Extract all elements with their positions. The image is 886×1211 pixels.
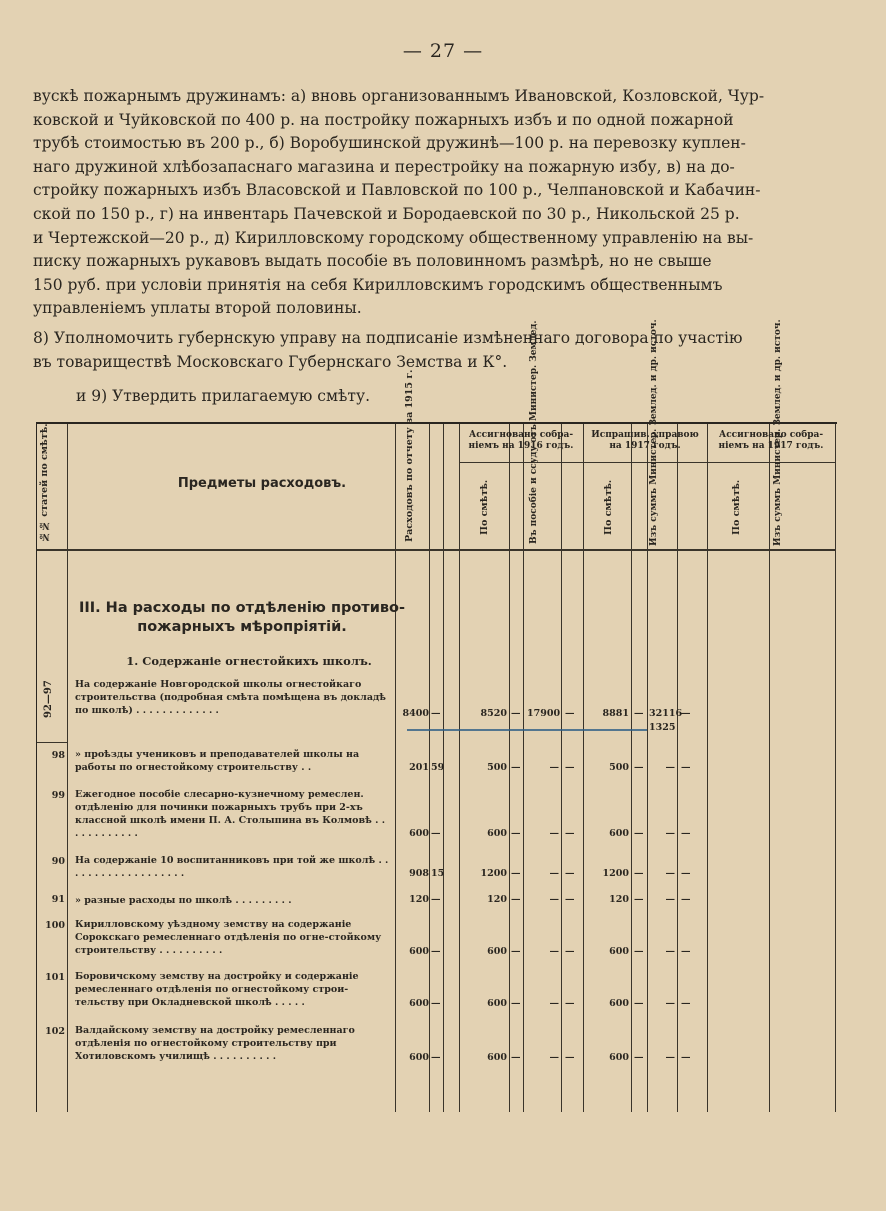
column-rule: [561, 424, 562, 1112]
value-1915: 8400: [402, 708, 429, 719]
kop-1917: —: [634, 894, 644, 905]
ministry-1917: —: [665, 868, 675, 879]
header-from-ministry: Изъ суммъ Министер. Землед. и др. источ.: [773, 319, 783, 546]
kop-1915: —: [431, 946, 441, 957]
subsidy-kop-1916: —: [565, 762, 575, 773]
value-1915: 908: [409, 868, 429, 879]
header-by-estimate: По смѣтѣ.: [603, 479, 614, 535]
value-1915: 600: [409, 828, 429, 839]
text-line: ковской и Чуйковской по 400 р. на постройку пожарныхъ избъ и по одной пожарной: [33, 110, 734, 129]
text-line: ской по 150 р., г) на инвентарь Пачевской и Бородаевской по 30 р., Никольской 25 р.: [33, 204, 740, 223]
value-1917: 120: [609, 894, 629, 905]
column-rule: [583, 424, 584, 1112]
column-rule: [459, 424, 460, 1112]
ministry-kop-1917: —: [681, 828, 691, 839]
ministry-1917: 32116: [649, 708, 683, 719]
kop-1916: —: [511, 708, 521, 719]
text-line: вускѣ пожарнымъ дружинамъ: а) вновь организованнымъ Ивановской, Козловской, Чур-: [33, 87, 765, 105]
ministry-1917: —: [665, 1052, 675, 1063]
value-1917: 600: [609, 946, 629, 957]
value-1917: 600: [609, 1052, 629, 1063]
value-1916: 600: [487, 828, 507, 839]
value-1916: 8520: [480, 708, 507, 719]
value-1915: 600: [409, 946, 429, 957]
row-number: 100: [45, 920, 65, 931]
kop-1916: —: [511, 998, 521, 1009]
kop-1917: —: [634, 708, 644, 719]
column-rule: [835, 424, 836, 1112]
subsidy-kop-1916: —: [565, 998, 575, 1009]
header-group-1916: Ассигновано собра-ніемъ на 1916 годъ.: [468, 430, 574, 451]
value-1917: 8881: [602, 708, 629, 719]
row-number: 98: [51, 750, 65, 761]
value-1917: 1200: [602, 868, 629, 879]
column-rule: [429, 424, 430, 1112]
kop-1916: —: [511, 762, 521, 773]
text-line: въ товариществѣ Московскаго Губернскаго Земства и К°.: [33, 352, 508, 371]
column-rule: [631, 424, 632, 1112]
ink-underline: [407, 729, 647, 731]
kop-1917: —: [634, 998, 644, 1009]
ministry-kop-1917: —: [681, 1052, 691, 1063]
row-number: 99: [51, 790, 65, 801]
header-ministry-subsidy: Въ пособіе и ссуду отъ Министер. Землед.: [529, 320, 539, 544]
kop-1917: —: [634, 946, 644, 957]
text-line: и 9) Утвердить прилагаемую смѣту.: [76, 387, 371, 405]
kop-1917: —: [634, 868, 644, 879]
kop-1916: —: [511, 1052, 521, 1063]
header-by-estimate: По смѣтѣ.: [731, 479, 742, 535]
value-1916: 500: [487, 762, 507, 773]
row-description: » проѣзды учениковъ и преподавателей школы на работы по огнестойкому строительству . .: [75, 749, 360, 773]
header-from-ministry: Изъ суммъ Министер. Землед. и др. источ.: [649, 319, 659, 546]
ministry-1917-extra: 1325: [649, 722, 676, 733]
ministry-1917: —: [665, 762, 675, 773]
paragraph-9: [76, 385, 881, 409]
kop-1915: —: [431, 894, 441, 905]
header-by-estimate: По смѣтѣ.: [479, 479, 490, 535]
text-line: и Чертежской—20 р., д) Кирилловскому городскому общественному управленію на вы-: [33, 228, 754, 247]
column-rule: [769, 424, 770, 1112]
ministry-1917: —: [665, 946, 675, 957]
kop-1917: —: [634, 1052, 644, 1063]
subsidy-kop-1916: —: [565, 894, 575, 905]
subsidy-1916: —: [549, 762, 559, 773]
ministry-kop-1917: —: [681, 946, 691, 957]
section-title: III. На расходы по отдѣленію противо-пожарныхъ мѣропріятій.: [78, 600, 406, 635]
paragraph-fire-brigades: [33, 85, 838, 321]
text-line: 150 руб. при условіи принятія на себя Кирилловскимъ городскимъ общественнымъ: [33, 275, 723, 294]
subsidy-1916: —: [549, 946, 559, 957]
header-bottom-rule: [37, 549, 835, 551]
subsidy-1916: —: [549, 998, 559, 1009]
subsection-title: 1. Содержаніе огнестойкихъ школъ.: [126, 654, 372, 668]
value-1916: 600: [487, 998, 507, 1009]
subsidy-kop-1916: —: [565, 868, 575, 879]
subsidy-kop-1916: —: [565, 708, 575, 719]
ministry-kop-1917: —: [681, 708, 691, 719]
kop-1915: 59: [431, 762, 445, 773]
value-1916: 120: [487, 894, 507, 905]
ministry-kop-1917: —: [681, 762, 691, 773]
subsidy-1916: —: [549, 894, 559, 905]
kop-1917: —: [634, 828, 644, 839]
value-1916: 1200: [480, 868, 507, 879]
kop-1915: 15: [431, 868, 445, 879]
text-line: наго дружиной хлѣбозапаснаго магазина и перестройку на пожарную избу, в) на до-: [33, 157, 735, 176]
subsidy-1916: —: [549, 1052, 559, 1063]
text-line: стройку пожарныхъ избъ Власовской и Павловской по 100 р., Челпановской и Кабачин-: [33, 181, 761, 200]
row-description: » разные расходы по школѣ . . . . . . . . .: [75, 895, 292, 906]
column-rule: [509, 424, 510, 1112]
row-description: На содержаніе 10 воспитанниковъ при той же школѣ . . . . . . . . . . . . . . . . . . .: [75, 855, 389, 879]
kop-1915: —: [431, 998, 441, 1009]
text-line: писку пожарныхъ рукавовъ выдать пособіе въ половинномъ размѣрѣ, но не свыше: [33, 252, 712, 271]
subsidy-kop-1916: —: [565, 828, 575, 839]
kop-1915: —: [431, 708, 441, 719]
value-1915: 120: [409, 894, 429, 905]
value-1915: 600: [409, 998, 429, 1009]
column-rule: [395, 424, 396, 1112]
paragraph-8: [33, 327, 838, 374]
row-description: Валдайскому земству на достройку ремесленнаго отдѣленія по огнестойкому строительству при Хотиловскомъ училищѣ . . . . . . . . . .: [75, 1025, 355, 1062]
column-rule: [647, 424, 648, 1112]
value-1916: 600: [487, 946, 507, 957]
value-1916: 600: [487, 1052, 507, 1063]
kop-1916: —: [511, 894, 521, 905]
header-group-requested-1917: Испрашив. управою на 1917 годъ.: [591, 430, 699, 451]
row-description: Боровичскому земству на достройку и содержаніе ремесленнаго отдѣленія по огнестойкому строи-тельству при Окладневской школѣ . . . . .: [75, 971, 359, 1008]
subsidy-kop-1916: —: [565, 1052, 575, 1063]
row-number: 92—97: [43, 680, 54, 718]
ministry-kop-1917: —: [681, 894, 691, 905]
column-rule: [677, 424, 678, 1112]
row-number: 91: [51, 894, 65, 905]
kop-1915: —: [431, 1052, 441, 1063]
row-rule: [37, 742, 67, 743]
row-number: 90: [51, 856, 65, 867]
column-rule: [523, 424, 524, 1112]
value-1917: 600: [609, 828, 629, 839]
kop-1916: —: [511, 868, 521, 879]
value-1915: 600: [409, 1052, 429, 1063]
text-line: управленіемъ уплаты второй половины.: [33, 299, 362, 318]
text-line: 8) Уполномочить губернскую управу на подписаніе измѣненнаго договора по участію: [33, 329, 743, 347]
subsidy-1916: —: [549, 828, 559, 839]
ministry-1917: —: [665, 894, 675, 905]
value-1915: 201: [409, 762, 429, 773]
row-number: 102: [45, 1026, 65, 1037]
header-report-1915: Расходовъ по отчету за 1915 г.: [404, 369, 415, 542]
ministry-1917: —: [665, 828, 675, 839]
value-1917: 600: [609, 998, 629, 1009]
subsidy-kop-1916: —: [565, 946, 575, 957]
header-items: Предметы расходовъ.: [177, 476, 347, 491]
value-1917: 500: [609, 762, 629, 773]
kop-1917: —: [634, 762, 644, 773]
header-group-assigned-1917: Ассигновано собра-ніемъ на 1917 годъ.: [718, 430, 824, 451]
kop-1916: —: [511, 946, 521, 957]
header-article-no: №№ статей по смѣтѣ.: [39, 423, 50, 542]
subsidy-1916: 17900: [527, 708, 561, 719]
ministry-kop-1917: —: [681, 998, 691, 1009]
row-description: На содержаніе Новгородской школы огнестойкаго строительства (подробная смѣта помѣщена въ докладѣ по школѣ) . . . . . . . . . . . . .: [75, 679, 386, 716]
kop-1916: —: [511, 828, 521, 839]
subsidy-1916: —: [549, 868, 559, 879]
page-number: — 27 —: [402, 40, 484, 62]
kop-1915: —: [431, 828, 441, 839]
ministry-kop-1917: —: [681, 868, 691, 879]
row-description: Ежегодное пособіе слесарно-кузнечному ремеслен. отдѣленію для починки пожарныхъ трубъ при 2-хъ классной школѣ имени П. А. Столыпина въ Колмовѣ . . . . . . . . . . . .: [75, 789, 385, 839]
column-rule: [67, 424, 68, 1112]
row-description: Кирилловскому уѣздному земству на содержаніе Сорокскаго ремесленнаго отдѣленія по огне-стойкому строительству . . . . . . . . . .: [75, 919, 382, 956]
ministry-1917: —: [665, 998, 675, 1009]
row-number: 101: [45, 972, 65, 983]
text-line: трубѣ стоимостью въ 200 р., б) Воробушинской дружинѣ—100 р. на перевозку куплен-: [33, 134, 746, 153]
column-rule: [707, 424, 708, 1112]
